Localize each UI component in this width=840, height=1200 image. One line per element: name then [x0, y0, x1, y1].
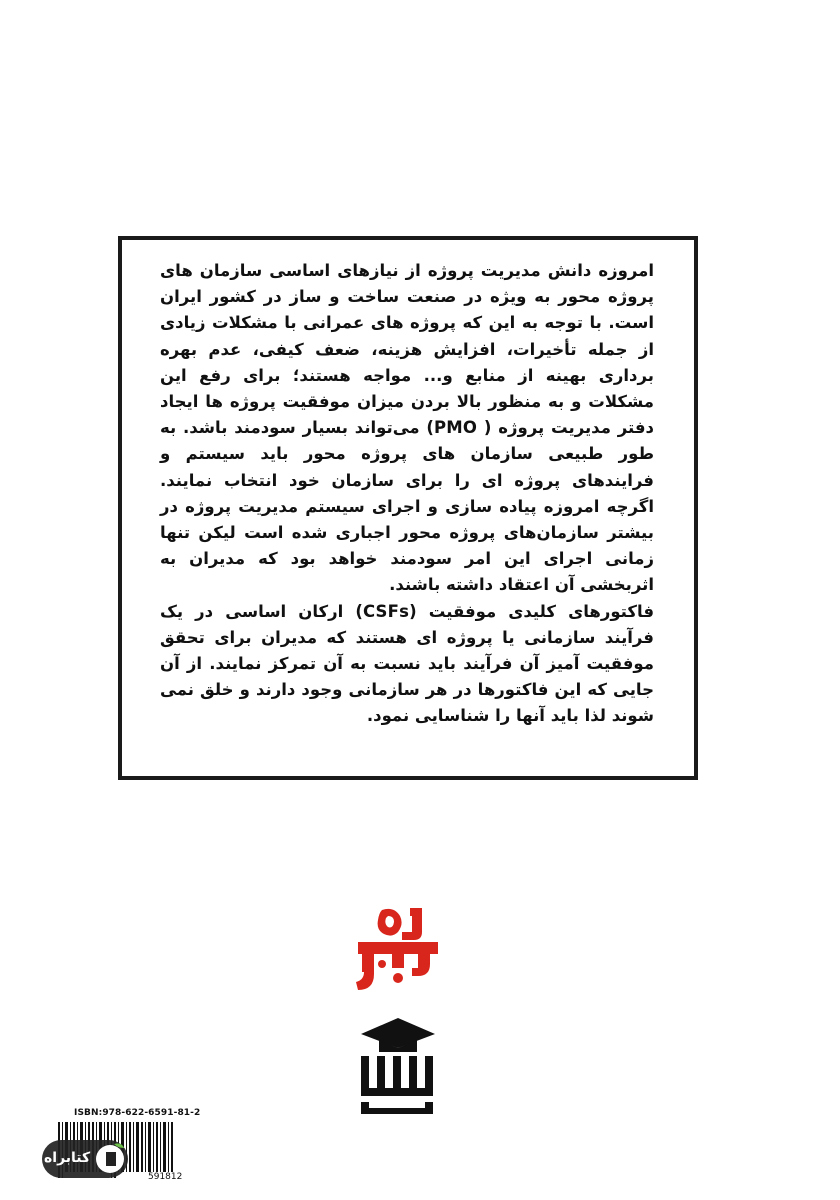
vejhan-logo [352, 902, 444, 998]
description-box [118, 236, 698, 780]
barcode-digits: 591812 [148, 1172, 183, 1182]
isbn-label: ISBN:978-622-6591-81-2 [74, 1108, 201, 1118]
ketabrah-label: کتابراه [44, 1150, 91, 1166]
description-paragraph-1: امروزه دانش مدیریت پروژه از نیازهای اساسی سازمان های پروژه محور به ویژه در صنعت ساخت و ساز در کشور ایران است. با توجه به این که پروژه های عمرانی با مشکلات زیادی از جمله تأخیرات، افزایش هزینه، ضعف کیفی، عدم بهره برداری بهینه از منابع و... مواجه هستند؛ برای رفع این مشکلات و به منظور بالا بردن میزان موفقیت پروژه ها ایجاد دفتر مدیریت پروژه ( PMO) می‌تواند بسیار سودمند باشد. به طور طبیعی سازمان های پروژه محور باید سیستم و فرایندهای پروژه ای را برای سازمان خود انتخاب نمایند. اگرچه امروزه پیاده سازی و اجرای سیستم مدیریت پروژه در بیشتر سازمان‌های پروژه محور اجباری شده است لیکن تنها زمانی اجرای این امر سودمند خواهد بود که مدیران به اثربخشی آن اعتقاد داشته باشند. [160, 261, 654, 595]
description-paragraph-2: فاکتورهای کلیدی موفقیت (CSFs) ارکان اساسی در یک فرآیند سازمانی یا پروژه ای هستند که مدیران برای تحقق موفقیت آمیز آن فرآیند باید نسبت به آن تمرکز نمایند. از آن جایی که این فاکتورها در هر سازمانی وجود دارند و خلق نمی شوند لذا باید آنها را شناسایی نمود. [160, 601, 654, 726]
sharif-logo [355, 1016, 441, 1116]
